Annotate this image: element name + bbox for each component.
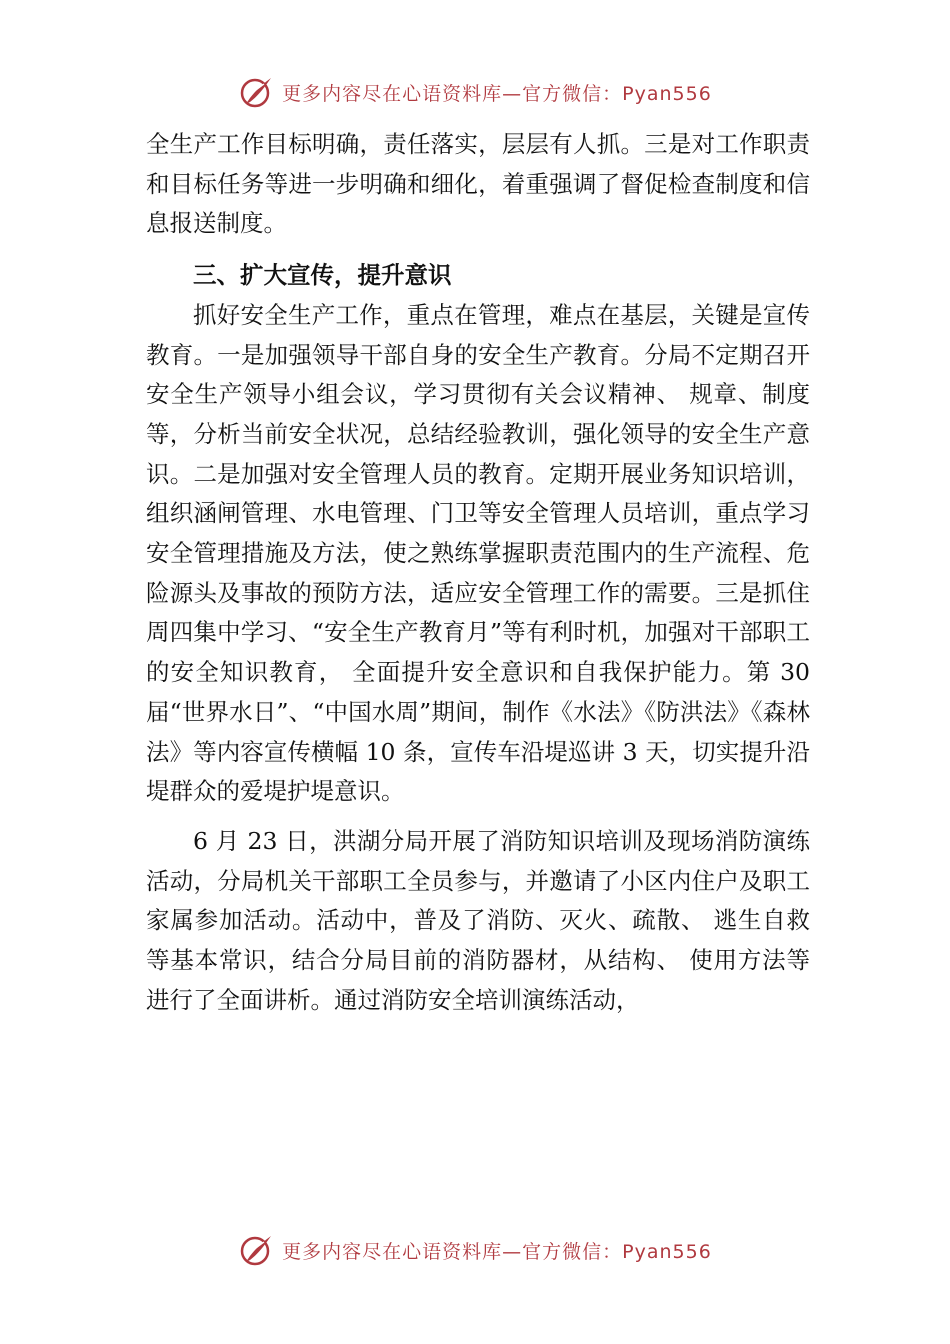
paragraph-continued: 全生产工作目标明确，责任落实，层层有人抓。三是对工作职责和目标任务等进一步明确和细化，着重强调了督促检查制度和信息报送制度。	[146, 130, 810, 238]
footer-watermark	[0, 1228, 950, 1272]
watermark-text: 更多内容尽在心语资料库—官方微信：Pyan556	[282, 1240, 712, 1263]
header-watermark	[0, 70, 950, 114]
section-heading: 三、扩大宣传，提升意识	[193, 261, 452, 290]
paragraph-publicity: 抓好安全生产工作，重点在管理，难点在基层，关键是宣传教育。一是加强领导干部自身的安全生产教育。分局不定期召开安全生产领导小组会议，学习贯彻有关会议精神、 规章、制度等，分析当前安全状况，总结经验教训，强化领导的安全生产意识。二是加强对安全管理人员的教育。定期开展业务知识培训，组织涵闸管理、水电管理、门卫等安全管理人员培训，重点学习安全管理措施及方法，使之熟练掌握职责范围内的生产流程、危险源头及事故的预防方法，适应安全管理工作的需要。三是抓住周四集中学习、“安全生产教育月”等有利时机，加强对干部职工的安全知识教育， 全面提升安全意识和自我保护能力。第 30 届“世界水日”、“中国水周”期间，制作《水法》《防洪法》《森林法》等内容宣传横幅 10 条，宣传车沿堤巡讲 3 天，切实提升沿堤群众的爱堤护堤意识。	[146, 300, 810, 806]
paragraph-fire-drill: 6 月 23 日，洪湖分局开展了消防知识培训及现场消防演练活动，分局机关干部职工全员参与，并邀请了小区内住户及职工家属参加活动。活动中，普及了消防、灭火、疏散、 逃生自救等基本常识，结合分局目前的消防器材，从结构、 使用方法等进行了全面讲析。通过消防安全培训演练活动，	[146, 826, 810, 1014]
document-body	[146, 125, 810, 1020]
watermark-text: 更多内容尽在心语资料库—官方微信：Pyan556	[282, 82, 712, 105]
quill-pen-icon	[238, 74, 274, 110]
quill-pen-icon	[238, 1232, 274, 1268]
